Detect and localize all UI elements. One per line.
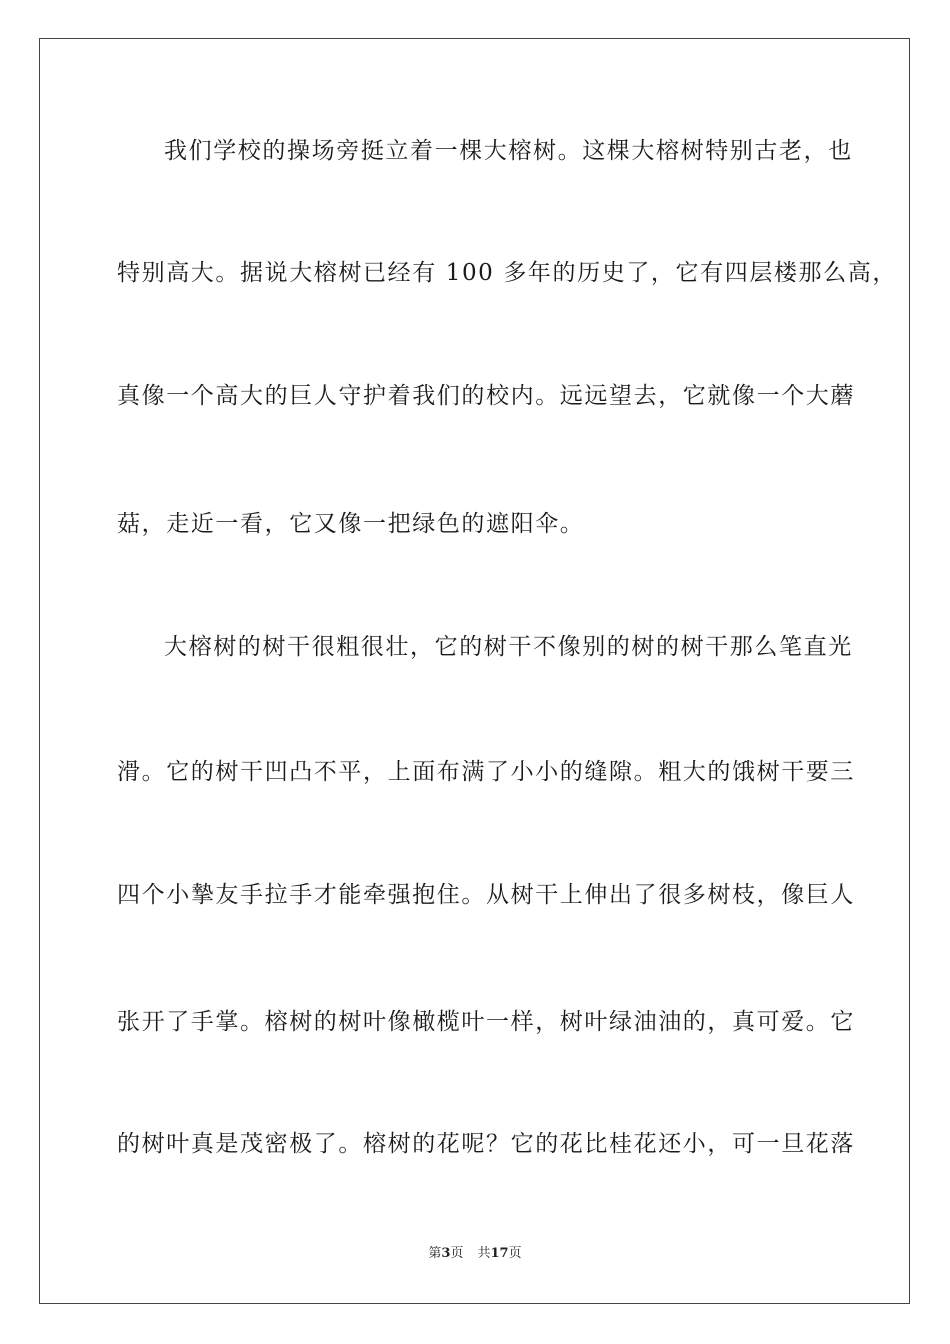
paragraph-2-line-3: 四个小摯友手拉手才能牵强抱住。从树干上伸出了很多树枝，像巨人 — [117, 882, 855, 908]
paragraph-2-line-2: 滑。它的树干凹凸不平，上面布满了小小的缝隙。粗大的饿树干要三 — [117, 759, 855, 785]
paragraph-1-line-4: 菇，走近一看，它又像一把绿色的遮阳伞。 — [117, 511, 585, 537]
page-number: 3 — [441, 1246, 451, 1261]
page-border — [39, 38, 910, 1304]
paragraph-1-line-2: 特别高大。据说大榕树已经有 100 多年的历史了，它有四层楼那么高， — [117, 260, 897, 286]
paragraph-2-line-5: 的树叶真是茂密极了。榕树的花呢？它的花比桂花还小，可一旦花落 — [117, 1131, 855, 1157]
page-footer — [0, 1245, 950, 1263]
paragraph-1-line-3: 真像一个高大的巨人守护着我们的校内。远远望去，它就像一个大蘑 — [117, 383, 855, 409]
total-label-prefix: 共 — [477, 1246, 491, 1261]
page-label-prefix: 第 — [428, 1246, 442, 1261]
paragraph-2-line-1: 大榕树的树干很粗很壮，它的树干不像别的树的树干那么笔直光 — [164, 634, 853, 660]
paragraph-2-line-4: 张开了手掌。榕树的树叶像橄榄叶一样，树叶绿油油的，真可爱。它 — [117, 1009, 855, 1035]
page-label-suffix: 页 — [450, 1246, 464, 1261]
total-pages: 17 — [490, 1246, 509, 1261]
total-label-suffix: 页 — [508, 1246, 522, 1261]
paragraph-1-line-1: 我们学校的操场旁挺立着一棵大榕树。这棵大榕树特别古老，也 — [164, 138, 853, 164]
